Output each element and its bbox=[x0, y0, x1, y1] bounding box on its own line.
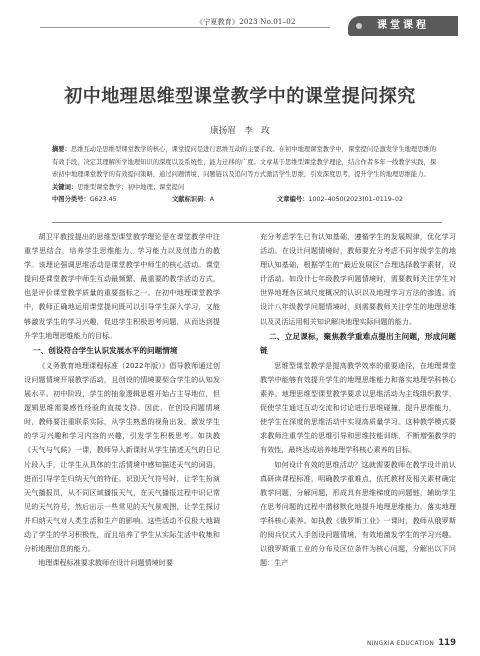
section-label: 课堂课程 bbox=[377, 20, 429, 31]
section-heading-2: 二、立足课标，聚焦教学重难点提出主问题，形成问题链 bbox=[260, 331, 456, 355]
page-number: 119 bbox=[438, 638, 456, 648]
article-no-field bbox=[277, 194, 403, 207]
doc-code-field bbox=[172, 194, 277, 207]
badge-dot-icon bbox=[356, 23, 362, 29]
journal-issue: 《宁夏教育》2023 No.01–02 bbox=[196, 18, 296, 26]
page-footer bbox=[367, 638, 456, 648]
authors: 康扬眉 李 玫 bbox=[210, 126, 270, 136]
abstract bbox=[52, 144, 442, 182]
section-badge bbox=[348, 16, 458, 36]
paragraph: 《义务教育地理课程标准（2022年版）》倡导教师通过创设问题情境开展教学活动，且创设的情境要契合学生的认知发展水平。初中阶段，学生的抽象逻辑思维开始占主导地位，但逻辑思维需要感性经验的直接支持。因此，在创设问题情境时，教师要注重联系实际，从学生熟悉的视角出发，激发学生的学习兴趣和学习内容的兴趣，引发学生积极思考。如执教《天气与气候》一课，教师导入新课时从学生描述天气的日记片段入手，让学生从具体的生活情境中感知描述天气的词语，进而引导学生归纳天气的特征。识别天气符号时，让学生扮演天气播报员，从不同区域播报天气，在天气播报过程中识记常见的天气符号，然后出示一些常见的天气景观图，让学生探讨并归纳天气对人类生活和生产的影响。这些活动不仅极大地调动了学生的学习积极性，而且培养了学生从实际生活中收集和分析地理信息的能力。 bbox=[24, 360, 220, 554]
paragraph: 思维型课堂教学是提高教学效率的重要途径，在地理课堂教学中能够有效提升学生的地理思维能力和落实地理学科核心素养。地理思维型课堂教学要求以思维活动为主线组织教学，促使学生通过互动交流和讨论进行思维碰撞，提升思维能力，使学生在深度的思维活动中实现高质量学习。这种教学模式要求教师注重学生的思维引导和思维技能训练，不断增强教学的有效性，最终达成培养地理学科核心素养的目标。 bbox=[260, 360, 456, 455]
abstract-text: 思维互动是思维型课堂教学的核心，课堂提问是进行思维互动的主要手段。在初中地理课堂教学中，课堂提问是激发学生地理思维的有效手段，决定其理解所学地理知识的深度以及系统性，能力迁移的广度。文章基于思维型课堂教学理论，结合作者多年一线教学实践，探索初中地理课堂教学的有效提问策略，通过问题情境、问题链以及追问等方式激活学生思维，引发深度思考，提升学生的地理思维能力。 bbox=[52, 146, 437, 178]
right-column bbox=[260, 230, 456, 570]
doc-code-value: A bbox=[209, 196, 215, 203]
section-heading-1: 一、创设符合学生认识发展水平的问题情境 bbox=[33, 345, 178, 355]
paragraph: 如何设计有效的思维活动？这就需要教师在教学设计前认真研读课程标准，明确教学重难点，依托教材及相关素材确定教学问题，分解问题，形成具有思维梯度的问题链，辅助学生在思考问题的过程中潜移默化地提升地理思维能力，落实地理学科核心素养。如执教《俄罗斯工业》一课时，教师从俄罗斯的阅兵仪式入手创设问题情境，有效地激发学生的学习兴趣。以俄罗斯重工业的分布及区位条件为核心问题，分解出以下问题：生产 bbox=[260, 459, 456, 568]
header-rule bbox=[40, 27, 330, 28]
article-title: 初中地理思维型课堂教学中的课堂提问探究 bbox=[64, 86, 416, 107]
abstract-block bbox=[52, 144, 442, 207]
classification-line bbox=[52, 194, 442, 207]
keywords bbox=[52, 182, 442, 195]
article-no-value: 1002–4050(2023)01–0119–02 bbox=[308, 196, 403, 203]
clc-field bbox=[52, 194, 172, 207]
keywords-text: 思维型课堂教学；初中地理；课堂提问 bbox=[77, 183, 185, 191]
clc-value: G623.45 bbox=[89, 196, 117, 203]
left-column bbox=[24, 230, 220, 570]
doc-code-label: 文献标识码： bbox=[172, 196, 210, 203]
paragraph: 地理课程标准要求教师在设计问题情境时要 bbox=[38, 558, 173, 568]
paragraph: 充分考虑学生已有认知基础，遵循学生的发展规律，优化学习活动。在设计问题情境时，教师要充分考虑不同年级学生的地理认知基础，根据学生的“最近发展区”合理选择教学素材，设计活动。如设计七年级教学问题情境时，需要教师关注学生对世界地理各区域尺度概况的认识以及地理学习方法的渗透。而设计八年级教学问题情境时，则需要教师关注学生的地理思维以及灵活运用相关知识解决地理实际问题的能力。 bbox=[260, 232, 456, 326]
clc-label: 中图分类号： bbox=[52, 196, 90, 203]
article-no-label: 文章编号： bbox=[277, 196, 309, 203]
abstract-label: 摘要： bbox=[52, 146, 71, 153]
abstract-rule bbox=[52, 222, 442, 223]
journal-header bbox=[0, 14, 480, 34]
keywords-label: 关键词： bbox=[52, 183, 78, 191]
paragraph: 胡卫平教授提出的思维型课堂教学理论是在课堂教学中注重学思结合，培养学生思维能力、学习能力以及创造力的教学。该理论强调思维活动是课堂教学中师生的核心活动。课堂提问是课堂教学中师生互动最频繁、最重要的教学活动方式，也是评价课堂教学质量的重要指标之一。在初中地理课堂教学中，教师正确地运用课堂提问既可以引导学生深入学习，又能够激发学生的学习兴趣，促进学生积极思考问题，从而达到提升学生地理思维能力的目标。 bbox=[24, 232, 220, 340]
journal-english-name: NINGXIA EDUCATION bbox=[367, 641, 435, 647]
